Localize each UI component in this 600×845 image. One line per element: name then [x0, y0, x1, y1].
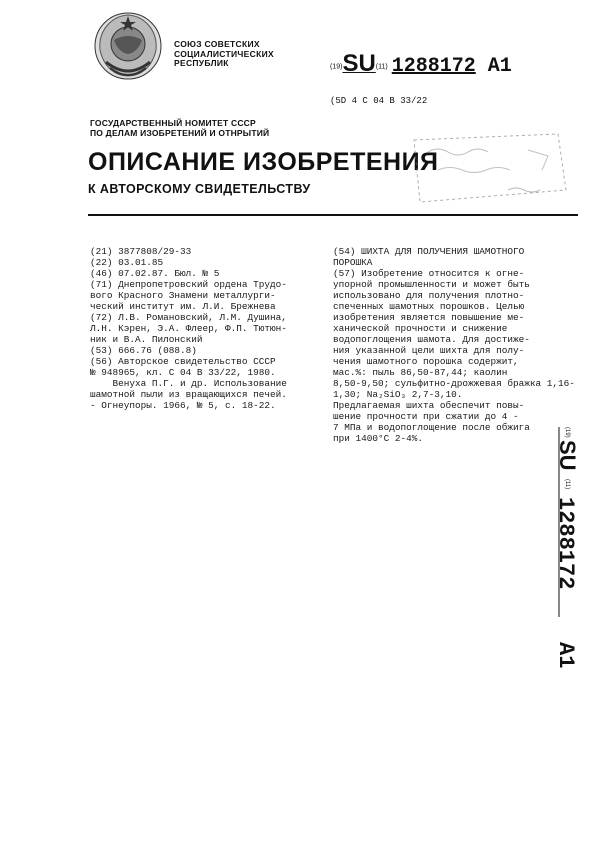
abstract-line: (57) Изобретение относится к огне- [333, 268, 525, 279]
biblio-line: (53) 666.76 (088.8) [90, 345, 197, 356]
union-line-1: СОЮЗ СОВЕТСКИХ [174, 39, 260, 49]
abstract-line: ния указанной цели шихта для полу- [333, 345, 525, 356]
abstract-line: использовано для получения плотно- [333, 290, 525, 301]
biblio-line: (46) 07.02.87. Бюл. № 5 [90, 268, 220, 279]
ipc-classification: (5D 4 С 04 В 33/22 [330, 96, 428, 106]
biblio-line: № 948965, кл. С 04 В 33/22, 1980. [90, 367, 276, 378]
invention-title-line: ПОРОШКА [333, 257, 373, 268]
document-subtitle: К АВТОРСКОМУ СВИДЕТЕЛЬСТВУ [88, 182, 311, 196]
library-stamp-icon [408, 130, 573, 210]
abstract-line: чения шамотного порошка содержит, [333, 356, 519, 367]
biblio-line: ческий институт им. Л.И. Брежнева [90, 301, 276, 312]
abstract-line: шение прочности при сжатии до 4 - [333, 411, 519, 422]
state-emblem-icon [92, 10, 164, 82]
biblio-line: ник и В.А. Пилонский [90, 334, 203, 345]
bibliographic-data [90, 246, 330, 411]
country-code: SU [342, 50, 376, 77]
committee-line-2: ПО ДЕЛАМ ИЗОБРЕТЕНИЙ И ОТНРЫТИЙ [90, 128, 270, 138]
biblio-line: Венуха П.Г. и др. Использование [90, 378, 287, 389]
side-inid-code-19: (19) [564, 427, 570, 438]
abstract-line: 8,50-9,50; сульфитно-дрожжевая бражка 1,16-1,30; Na₂SiO₃ 2,7-3,10. [333, 378, 575, 400]
abstract-line: 7 МПа и водопоглощение после обжига [333, 422, 530, 433]
abstract-line: упорной промышленности и может быть [333, 279, 530, 290]
side-country-code: SU [555, 440, 581, 471]
side-publication-number [553, 425, 600, 685]
abstract-line: при 1400°С 2-4%. [333, 433, 424, 444]
inid-code-11: (11) [375, 63, 388, 71]
publication-number [330, 50, 512, 78]
document-title: ОПИСАНИЕ ИЗОБРЕТЕНИЯ [88, 148, 439, 176]
abstract-line: Предлагаемая шихта обеспечит повы- [333, 400, 525, 411]
committee-name [90, 118, 269, 138]
abstract-line: ханической прочности и снижение [333, 323, 508, 334]
abstract [333, 246, 577, 444]
union-line-2: СОЦИАЛИСТИЧЕСКИХ [174, 48, 274, 59]
side-inid-code-11: (11) [564, 479, 570, 490]
patent-number: 1288172 [391, 55, 476, 78]
biblio-line: Л.Н. Кэрен, Э.А. Флеер, Ф.П. Тютюн- [90, 323, 287, 334]
union-line-3: РЕСПУБЛИК [174, 58, 229, 68]
abstract-line: водопоглощения шамота. Для достиже- [333, 334, 530, 345]
union-name [174, 40, 274, 69]
abstract-line: изобретения является повышение ме- [333, 312, 525, 323]
abstract-line: спеченных шамотных порошков. Целью [333, 301, 525, 312]
biblio-line: (22) 03.01.85 [90, 257, 164, 268]
biblio-line: вого Красного Знамени металлурги- [90, 290, 276, 301]
committee-line-1: ГОСУДАРСТВЕННЫЙ НОМИТЕТ СССР [90, 118, 256, 128]
side-patent-number: 1288172 [553, 497, 579, 590]
invention-title-line: (54) ШИХТА ДЛЯ ПОЛУЧЕНИЯ ШАМОТНОГО [333, 246, 525, 257]
biblio-line: шамотной пыли из вращающихся печей. [90, 389, 287, 400]
biblio-line: - Огнеупоры. 1966, № 5, с. 18-22. [90, 400, 276, 411]
header-divider [88, 214, 578, 216]
kind-code: A1 [487, 55, 512, 78]
abstract-line: мас.%: пыль 86,50-87,44; каолин [333, 367, 508, 378]
side-kind-code: A1 [553, 642, 579, 669]
biblio-line: (71) Днепропетровский ордена Трудо- [90, 279, 287, 290]
biblio-line: (21) 3877808/29-33 [90, 246, 192, 257]
inid-code-19: (19) [330, 63, 343, 71]
biblio-line: (56) Авторское свидетельство СССР [90, 356, 276, 367]
biblio-line: (72) Л.В. Романовский, Л.М. Душина, [90, 312, 287, 323]
